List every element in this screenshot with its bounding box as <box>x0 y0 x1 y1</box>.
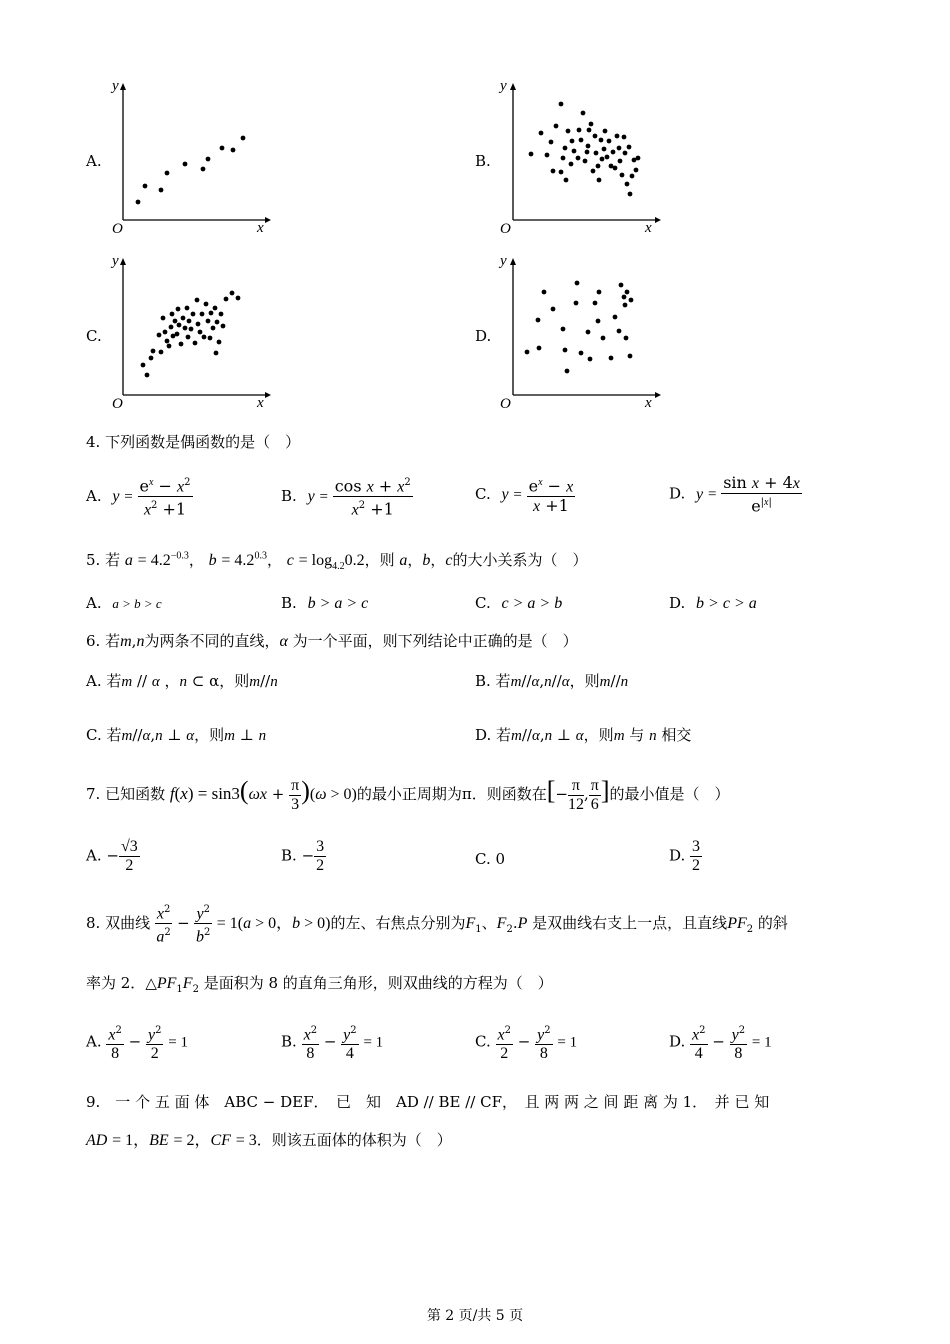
scatter-point <box>208 336 213 341</box>
scatter-point <box>191 312 196 317</box>
scatter-point <box>151 349 156 354</box>
scatter-point <box>561 156 566 161</box>
scatter-point <box>167 344 172 349</box>
scatter-point <box>215 320 220 325</box>
scatter-point <box>195 298 200 303</box>
scatter-point <box>219 312 224 317</box>
scatter-point <box>551 307 556 312</box>
scatter-point <box>183 162 188 167</box>
q7-option-b: B. − $\frac{3}{2}$ <box>281 838 325 874</box>
q5-option-a: A. a > b > c <box>86 594 162 612</box>
scatter-point <box>624 336 629 341</box>
scatter-point <box>141 363 146 368</box>
axis-x-d: x <box>645 395 652 411</box>
scatter-point <box>625 182 630 187</box>
scatter-point <box>599 138 604 143</box>
scatter-point <box>628 192 633 197</box>
scatter-point <box>597 178 602 183</box>
scatter-point <box>169 325 174 330</box>
scatter-point <box>551 169 556 174</box>
q4-option-b: B. y = $\frac{\cos x + x^2}{x^2 +1}$ <box>281 474 413 520</box>
scatter-point <box>206 319 211 324</box>
scatter-point <box>622 135 627 140</box>
scatter-point <box>561 327 566 332</box>
scatter-point <box>597 290 602 295</box>
scatter-point <box>618 159 623 164</box>
origin-b: O <box>500 221 511 237</box>
scatter-point <box>603 129 608 134</box>
scatter-point <box>177 323 182 328</box>
scatter-point <box>217 340 222 345</box>
scatter-point <box>623 303 628 308</box>
option-b-label: B. <box>475 152 491 170</box>
scatter-point <box>585 150 590 155</box>
scatter-point <box>574 301 579 306</box>
scatter-point <box>619 283 624 288</box>
axis-y-d: y <box>500 253 507 269</box>
scatter-point <box>559 170 564 175</box>
scatter-point <box>193 341 198 346</box>
q8-option-c: C. $\frac{x^2}{2}$ − $\frac{y^2}{8}$ = 1 <box>475 1022 577 1063</box>
q4-option-a: A. y = $\frac{e^x - x^2}{x^2 +1}$ <box>86 474 193 520</box>
scatter-point <box>159 188 164 193</box>
scatter-point <box>600 157 605 162</box>
scatter-point <box>183 326 188 331</box>
scatter-point <box>559 102 564 107</box>
axis-x-c: x <box>257 395 264 411</box>
origin-d: O <box>500 396 511 412</box>
scatter-point <box>241 136 246 141</box>
scatter-point <box>629 298 634 303</box>
scatter-point <box>617 329 622 334</box>
scatter-point <box>545 153 550 158</box>
scatter-point <box>186 335 191 340</box>
scatter-point <box>143 184 148 189</box>
scatter-point <box>569 162 574 167</box>
scatter-point <box>231 148 236 153</box>
scatter-point <box>529 152 534 157</box>
q8-stem-line2: 率为 2．$\triangle PF_1F_2$ 是面积为 8 的直角三角形，则双曲线的方程为（ ） <box>86 974 553 995</box>
scatter-point <box>157 333 162 338</box>
scatter-point <box>209 311 214 316</box>
scatter-point <box>577 128 582 133</box>
page-footer: 第 2 页/共 5 页 <box>426 1308 524 1324</box>
scatter-point <box>525 350 530 355</box>
scatter-point <box>181 316 186 321</box>
scatter-point <box>230 291 235 296</box>
scatter-point <box>627 145 632 150</box>
scatter-point <box>609 356 614 361</box>
scatter-point <box>563 146 568 151</box>
origin-a: O <box>112 221 123 237</box>
origin-c: O <box>112 396 123 412</box>
scatter-point <box>593 301 598 306</box>
scatter-point <box>587 128 592 133</box>
scatter-point <box>611 150 616 155</box>
scatter-plot-d <box>495 255 665 415</box>
q6-option-b: B. 若m//α,n//α，则m//n <box>475 672 629 690</box>
scatter-point <box>565 369 570 374</box>
scatter-point <box>602 147 607 152</box>
scatter-point <box>586 144 591 149</box>
scatter-point <box>196 322 201 327</box>
scatter-point <box>588 357 593 362</box>
scatter-point <box>596 319 601 324</box>
scatter-point <box>198 330 203 335</box>
scatter-point <box>594 151 599 156</box>
scatter-point <box>613 315 618 320</box>
scatter-point <box>623 151 628 156</box>
scatter-point <box>591 169 596 174</box>
scatter-point <box>586 330 591 335</box>
scatter-point <box>607 139 612 144</box>
axis-x-a: x <box>257 220 264 236</box>
scatter-point <box>213 306 218 311</box>
q9-stem-line2: AD = 1，BE = 2，CF = 3．则该五面体的体积为（ ） <box>86 1131 452 1149</box>
scatter-point <box>572 149 577 154</box>
q6-option-d: D. 若m//α,n ⊥ α，则m 与 n 相交 <box>475 726 692 744</box>
q6-option-c: C. 若m//α,n ⊥ α，则m ⊥ n <box>86 726 267 744</box>
q7-option-c: C. 0 <box>475 850 506 868</box>
scatter-point <box>617 146 622 151</box>
scatter-point <box>570 139 575 144</box>
scatter-point <box>605 155 610 160</box>
scatter-point <box>224 297 229 302</box>
q8-option-b: B. $\frac{x^2}{8}$ − $\frac{y^2}{4}$ = 1 <box>281 1022 383 1063</box>
q8-stem: 8. 双曲线 $\frac{x^2}{a^2}$ − $\frac{y^2}{b^2}$ = 1(a > 0，b > 0)的左、右焦点分别为$F_1$、$F_2.P$ 是双曲线右支上一点，且直线$PF_2$ 的斜 <box>86 901 788 947</box>
scatter-point <box>221 324 226 329</box>
q7-option-a: A. − $\frac{√3}{2}$ <box>86 838 138 874</box>
scatter-point <box>636 156 641 161</box>
scatter-point <box>145 373 150 378</box>
scatter-point <box>149 356 154 361</box>
scatter-point <box>236 296 241 301</box>
scatter-point <box>201 167 206 172</box>
scatter-plot-c <box>105 255 275 415</box>
scatter-point <box>620 173 625 178</box>
q7-option-d: D. $\frac{3}{2}$ <box>669 838 701 874</box>
scatter-point <box>214 351 219 356</box>
scatter-point <box>206 157 211 162</box>
scatter-point <box>173 319 178 324</box>
option-c-label: C. <box>86 327 102 345</box>
scatter-point <box>566 129 571 134</box>
scatter-point <box>539 131 544 136</box>
scatter-point <box>583 159 588 164</box>
scatter-point <box>189 327 194 332</box>
scatter-point <box>575 281 580 286</box>
scatter-point <box>536 318 541 323</box>
axis-y-b: y <box>500 78 507 94</box>
scatter-point <box>202 335 207 340</box>
q6-option-a: A. 若m // α ，n ⊂ α，则m//n <box>86 672 278 690</box>
q4-option-d: D. y = $\frac{\text{sin x + 4x}}{e^{|x|}}$ <box>669 473 800 516</box>
q6-stem: 6. 若m,n为两条不同的直线，α 为一个平面，则下列结论中正确的是（ ） <box>86 632 578 650</box>
scatter-point <box>613 166 618 171</box>
scatter-point <box>625 290 630 295</box>
scatter-point <box>161 316 166 321</box>
scatter-point <box>187 319 192 324</box>
scatter-point <box>179 342 184 347</box>
scatter-point <box>170 312 175 317</box>
scatter-point <box>622 295 627 300</box>
scatter-point <box>175 332 180 337</box>
option-a-label: A. <box>86 152 102 170</box>
q4-stem: 4. 下列函数是偶函数的是（ ） <box>86 433 301 451</box>
scatter-point <box>615 134 620 139</box>
axis-x-b: x <box>645 220 652 236</box>
q5-option-b: B. b > a > c <box>281 594 369 612</box>
scatter-point <box>589 122 594 127</box>
scatter-point <box>200 312 205 317</box>
q4-option-c: C. y = $\frac{e^x - x}{x +1}$ <box>475 474 575 516</box>
scatter-point <box>581 111 586 116</box>
q5-option-d: D. b > c > a <box>669 594 757 612</box>
scatter-point <box>564 178 569 183</box>
scatter-point <box>542 290 547 295</box>
scatter-point <box>579 138 584 143</box>
scatter-point <box>204 302 209 307</box>
scatter-point <box>634 168 639 173</box>
q7-stem: 7. 已知函数 f(x) = sin3(ωx + $\frac{\pi}{3}$ )(ω > 0)的最小正周期为π．则函数在[− $\frac{\pi}{12}$ , $\frac{\pi}{6}$ ]的最小值是（ ） <box>86 776 730 813</box>
scatter-point <box>593 134 598 139</box>
scatter-point <box>549 140 554 145</box>
scatter-point <box>537 346 542 351</box>
scatter-point <box>579 351 584 356</box>
scatter-point <box>576 156 581 161</box>
scatter-point <box>159 350 164 355</box>
scatter-point <box>165 171 170 176</box>
axis-y-c: y <box>112 253 119 269</box>
scatter-point <box>185 306 190 311</box>
scatter-point <box>630 174 635 179</box>
scatter-point <box>563 348 568 353</box>
q8-option-a: A. $\frac{x^2}{8}$ − $\frac{y^2}{2}$ = 1 <box>86 1022 188 1063</box>
option-d-label: D. <box>475 327 492 345</box>
axis-y-a: y <box>112 78 119 94</box>
scatter-point <box>596 164 601 169</box>
scatter-plot-b <box>495 80 665 240</box>
scatter-point <box>176 307 181 312</box>
q5-stem: 5. 若 $a = 4.2^{-0.3}$， $b = 4.2^{0.3}$， $c = \log_{4.2}0.2$，则 a，b，c的大小关系为（ ） <box>86 550 588 573</box>
scatter-point <box>554 124 559 129</box>
q9-stem-line1: 9. 一 个 五 面 体 ABC − DEF． 已 知 AD // BE // CF， 且 两 两 之 间 距 离 为 1． 并 已 知 <box>86 1093 770 1111</box>
scatter-point <box>163 330 168 335</box>
scatter-point <box>220 146 225 151</box>
scatter-point <box>136 200 141 205</box>
scatter-point <box>628 354 633 359</box>
scatter-point <box>211 326 216 331</box>
q8-option-d: D. $\frac{x^2}{4}$ − $\frac{y^2}{8}$ = 1 <box>669 1022 772 1063</box>
q5-option-c: C. c > a > b <box>475 594 563 612</box>
scatter-point <box>601 336 606 341</box>
scatter-point <box>165 339 170 344</box>
scatter-plot-a <box>105 80 275 240</box>
